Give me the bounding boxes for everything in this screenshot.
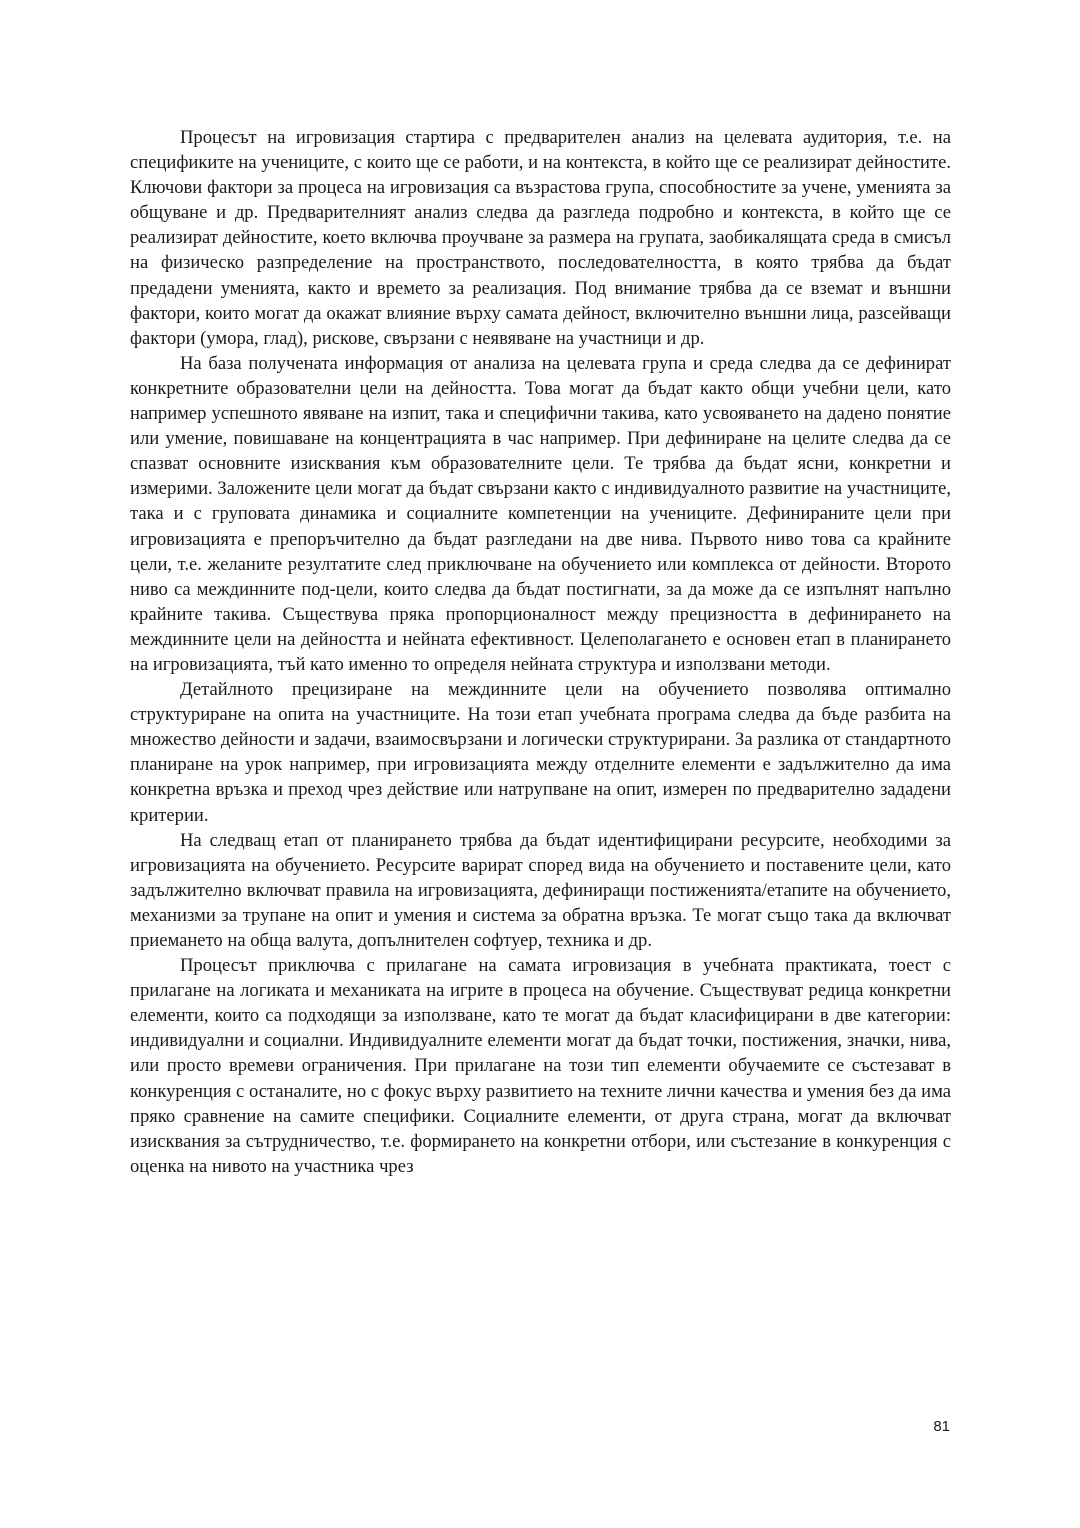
body-text [130,125,951,1179]
paragraph-intermediate-goals: Детайлното прецизиране на междинните цели на обучението позволява оптимално структуриране на опита на участниците. На този етап учебната програма следва да бъде разбита на множество дейности и задачи, взаимосвързани и логически структурирани. За разлика от стандартното планиране на урок например, при игровизацията между отделните елементи е задължително да има конкретна връзка и преход чрез действие или натрупване на опит, измерен по предварително зададени критерии. [130,679,951,826]
paragraph-gamification-elements: Процесът приключва с прилагане на самата игровизация в учебната практиката, тоест с прилагане на логиката и механиката на игрите в процеса на обучение. Съществуват редица конкретни елементи, които са подходящи за използване, като те могат да бъдат класифицирани в две категории: индивидуални и социални. Индивидуалните елементи могат да бъдат точки, постижения, значки, нива, или просто времеви ограничения. При прилагане на този тип елементи обучаемите се състезават в конкуренция с останалите, но с фокус върху развитието на техните лични качества и умения без да има пряко сравнение на самите специфики. Социалните елементи, от друга страна, могат да включват изисквания за сътрудничество, т.е. формирането на конкретни отбори, или състезание в конкуренция с оценка на нивото на участника чрез [130,955,951,1177]
paragraph-resources: На следващ етап от планирането трябва да бъдат идентифицирани ресурсите, необходими за игровизацията на обучението. Ресурсите варират според вида на обучението и поставените цели, като задължително включват правила на игровизацията, дефиниращи постиженията/етапите на обучението, механизми за трупане на опит и умения и система за обратна връзка. Те могат също така да включват приемането на обща валута, допълнителен софтуер, техника и др. [130,829,951,951]
page-number: 81 [933,1418,950,1435]
paragraph-educational-goals: На база получената информация от анализа на целевата група и среда следва да се дефинират конкретните образователни цели на дейността. Това могат да бъдат както общи учебни цели, като например успешното явяване на изпит, така и специфични такива, като усвояването на дадено понятие или умение, повишаване на концентрацията в час например. При дефиниране на целите следва да се спазват основните изисквания към образователните цели. Те трябва да бъдат ясни, конкретни и измерими. Заложените цели могат да бъдат свързани както с индивидуалното развитие на участниците, така и с груповата динамика и социалните компетенции на учениците. Дефинираните цели при игровизацията е препоръчително да бъдат разгледани на две нива. Първото ниво това са крайните цели, т.е. желаните резултатите след приключване на обучението или комплекса от дейности. Второто ниво са междинните под-цели, които следва да бъдат постигнати, за да може да се изпълнят напълно крайните такива. Съществува пряка пропорционалност между прецизността в дефинирането на междинните цели на дейността и нейната ефективност. Целеполагането е основен етап в планирането на игровизацията, тъй като именно то определя нейната структура и използвани методи. [130,352,951,675]
paragraph-target-audience-analysis: Процесът на игровизация стартира с предварителен анализ на целевата аудитория, т.е. на спецификите на учениците, с които ще се работи, и на контекста, в който ще се реализират дейностите. Ключови фактори за процеса на игровизация са възрастова група, способностите за учене, уменията за общуване и др. Предварителният анализ следва да разгледа подробно и контекста, в който ще се реализират дейностите, което включва проучване за размера на групата, заобикалящата среда в смисъл на физическо разпределение на пространството, последователността, в която трябва да бъдат предадени уменията, както и времето за реализация. Под внимание трябва да се вземат и външни фактори, които могат да окажат влияние върху самата дейност, включително външни лица, разсейващи фактори (умора, глад), рискове, свързани с неявяване на участници и др. [130,127,951,349]
